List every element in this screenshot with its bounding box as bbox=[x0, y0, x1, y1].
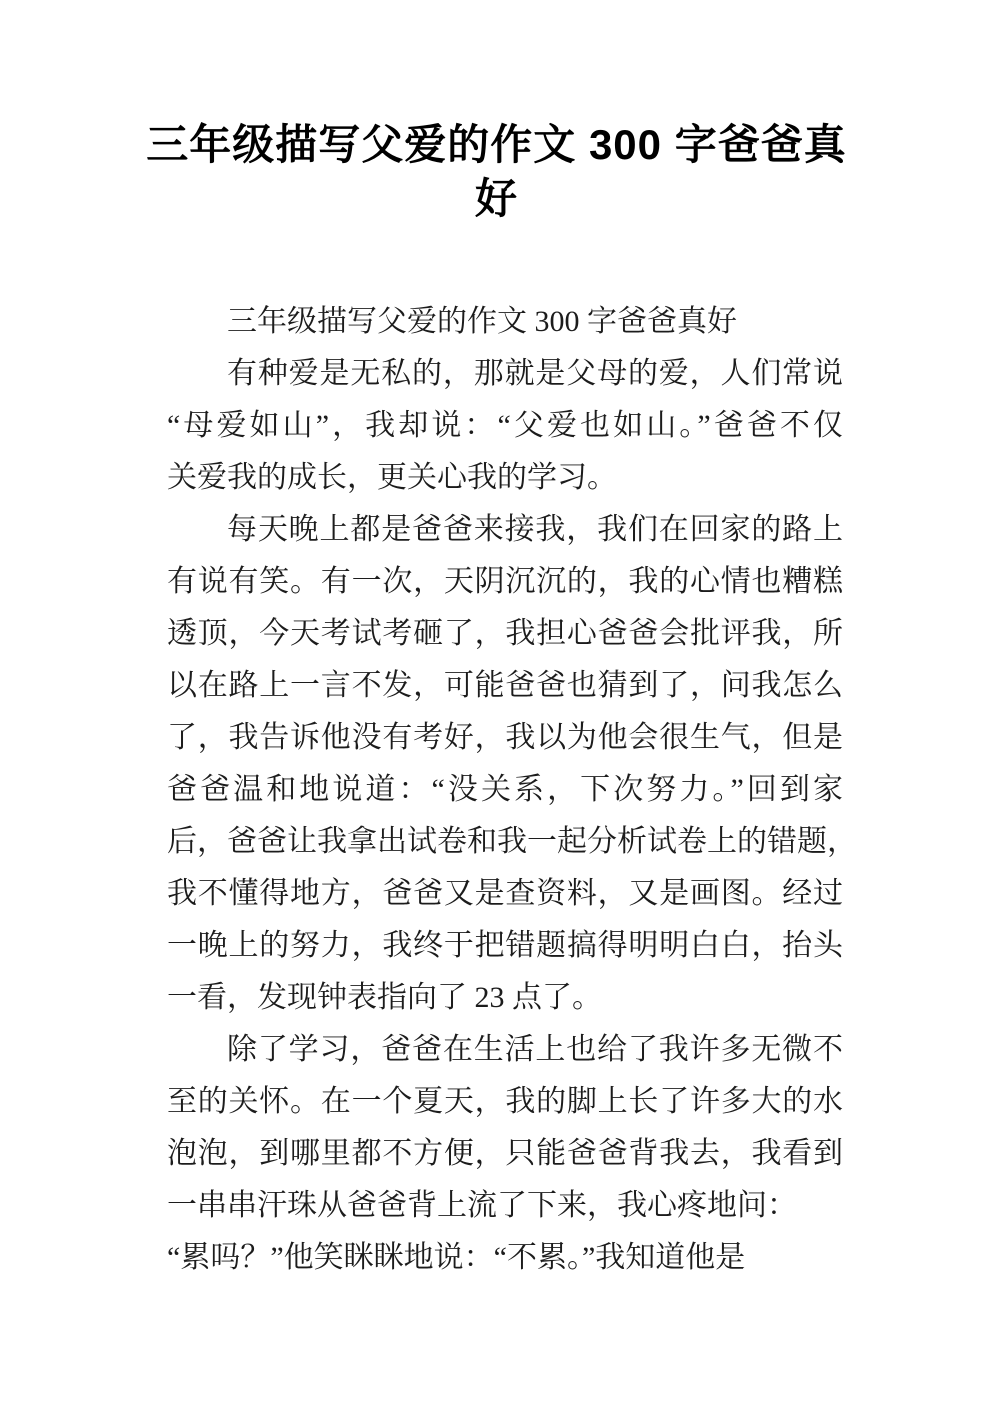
text-line: “母爱如山”，我却说：“父爱也如山。”爸爸不仅 bbox=[167, 409, 843, 442]
text-line: 每天晚上都是爸爸来接我，我们在回家的路上 bbox=[227, 513, 843, 546]
text-line: 三年级描写父爱的作文 300 字爸爸真好 bbox=[227, 305, 737, 338]
document-body bbox=[167, 296, 857, 1284]
text-line: 后，爸爸让我拿出试卷和我一起分析试卷上的错题， bbox=[167, 825, 857, 858]
text-line: 有说有笑。有一次，天阴沉沉的，我的心情也糟糕 bbox=[167, 565, 843, 598]
document-title bbox=[0, 118, 993, 226]
text-line: 关爱我的成长，更关心我的学习。 bbox=[167, 461, 617, 494]
text-line: 一串串汗珠从爸爸背上流了下来，我心疼地问： bbox=[167, 1189, 797, 1222]
text-line: 一看，发现钟表指向了 23 点了。 bbox=[167, 981, 602, 1014]
text-line: 至的关怀。在一个夏天，我的脚上长了许多大的水 bbox=[167, 1085, 843, 1118]
text-line: 一晚上的努力，我终于把错题搞得明明白白，抬头 bbox=[167, 929, 843, 962]
text-line: “累吗？”他笑眯眯地说：“不累。”我知道他是 bbox=[167, 1241, 746, 1274]
text-line: 透顶，今天考试考砸了，我担心爸爸会批评我，所 bbox=[167, 617, 843, 650]
title-line: 好 bbox=[474, 175, 518, 222]
text-line: 泡泡，到哪里都不方便，只能爸爸背我去，我看到 bbox=[167, 1137, 843, 1170]
text-line: 除了学习，爸爸在生活上也给了我许多无微不 bbox=[227, 1033, 843, 1066]
text-line: 了，我告诉他没有考好，我以为他会很生气，但是 bbox=[167, 721, 843, 754]
text-line: 以在路上一言不发，可能爸爸也猜到了，问我怎么 bbox=[167, 669, 843, 702]
text-line: 爸爸温和地说道：“没关系，下次努力。”回到家 bbox=[167, 773, 843, 806]
text-line: 有种爱是无私的，那就是父母的爱，人们常说 bbox=[227, 357, 843, 390]
text-line: 我不懂得地方，爸爸又是查资料，又是画图。经过 bbox=[167, 877, 843, 910]
title-line: 三年级描写父爱的作文 300 字爸爸真 bbox=[146, 121, 847, 168]
